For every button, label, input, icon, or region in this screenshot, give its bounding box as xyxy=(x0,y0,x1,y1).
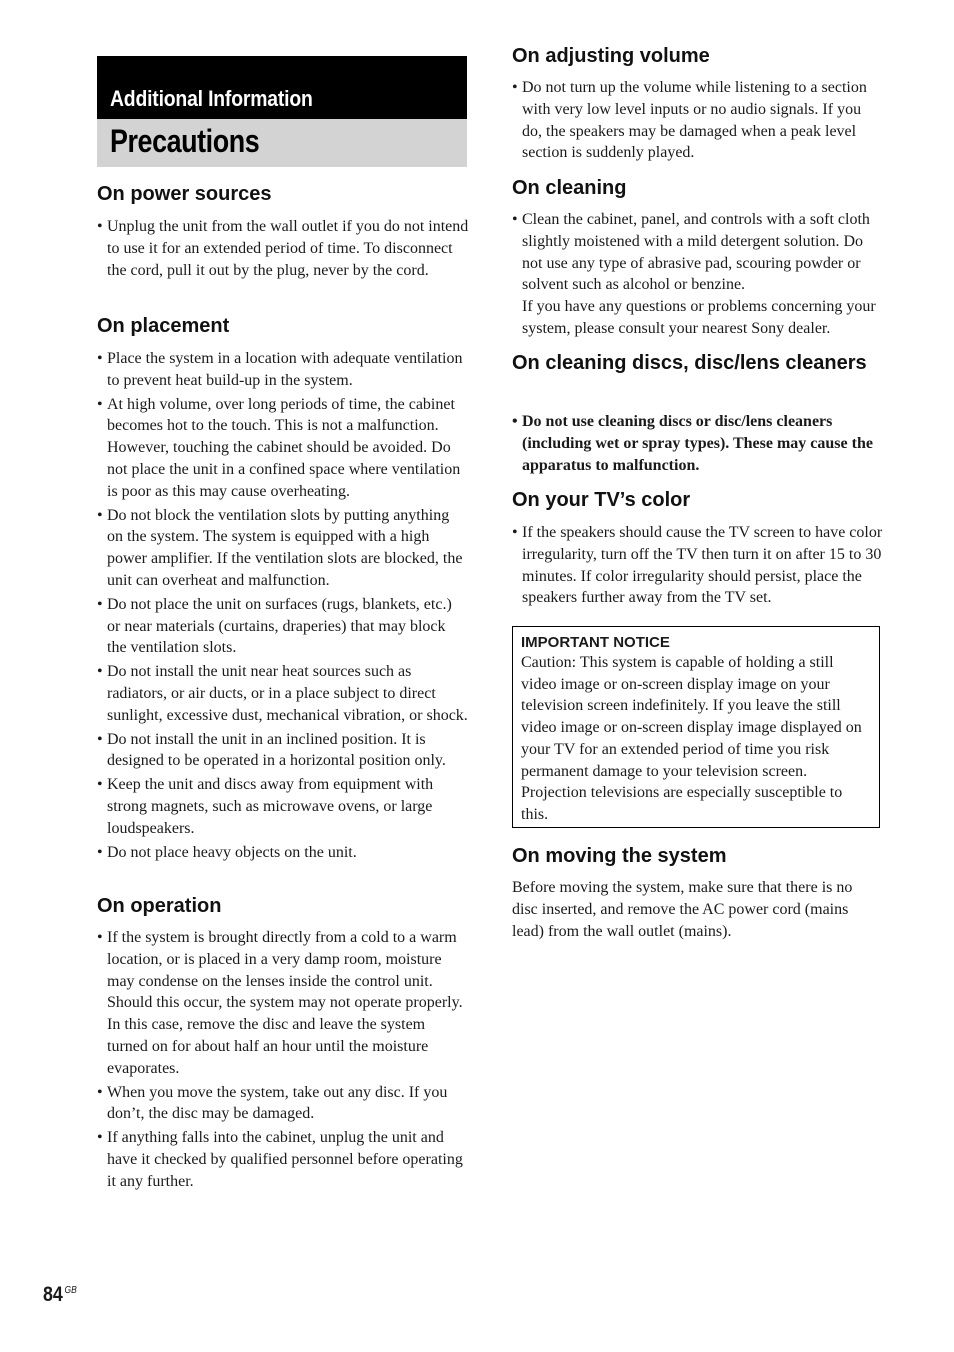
heading-cleaning: On cleaning xyxy=(512,177,627,199)
list-item: • Do not turn up the volume while listening to a section with very low level inputs or no audio signals. If you do, the speakers may be damaged when a peak level section is suddenly played. xyxy=(512,77,884,164)
section-operation xyxy=(97,927,469,1195)
cleaning-extra-text: If you have any questions or problems concerning your system, please consult your nearest Sony dealer. xyxy=(522,298,876,337)
heading-tv-color: On your TV’s color xyxy=(512,489,691,511)
section-volume xyxy=(512,77,884,166)
list-item: • If the speakers should cause the TV screen to have color irregularity, turn off the TV then turn it on after 15 to 30 minutes. If color irregularity should persist, place the speakers further away from the TV set. xyxy=(512,522,884,609)
cleaning-text: Clean the cabinet, panel, and controls with a soft cloth slightly moistened with a mild detergent solution. Do not use any type of abrasive pad, scouring powder or solvent such as alcohol or benzine. xyxy=(522,211,870,294)
important-notice-box xyxy=(512,626,880,828)
list-item xyxy=(512,209,886,340)
list-item: • At high volume, over long periods of time, the cabinet becomes hot to the touch. This is not a malfunction. However, touching the cabinet should be avoided. Do not place the unit in a confined space where ventilation is poor as this may cause overheating. xyxy=(97,394,469,503)
page-number-value: 84 xyxy=(43,1283,63,1306)
heading-volume: On adjusting volume xyxy=(512,45,710,67)
list-placement xyxy=(97,348,469,863)
list-item: • Keep the unit and discs away from equipment with strong magnets, such as microwave ovens, or large loudspeakers. xyxy=(97,774,469,839)
list-cleaning xyxy=(512,209,886,340)
section-moving-system xyxy=(512,877,882,942)
page-title: Precautions xyxy=(110,123,260,159)
section-placement xyxy=(97,348,469,865)
list-tv-color xyxy=(512,522,884,609)
list-item: • Place the system in a location with adequate ventilation to prevent heat build-up in the system. xyxy=(97,348,469,392)
notice-title: IMPORTANT NOTICE xyxy=(521,634,670,651)
list-item: • When you move the system, take out any disc. If you don’t, the disc may be damaged. xyxy=(97,1082,469,1126)
page-title-band xyxy=(97,119,467,167)
list-item: • Unplug the unit from the wall outlet if you do not intend to use it for an extended period of time. To disconnect the cord, pull it out by the plug, never by the cord. xyxy=(97,216,469,281)
chapter-header xyxy=(97,56,467,119)
heading-cleaning-discs: On cleaning discs, disc/lens cleaners xyxy=(512,352,867,374)
list-item: • If the system is brought directly from a cold to a warm location, or is placed in a very damp room, moisture may condense on the lenses inside the control unit. Should this occur, the system may not operate properly. In this case, remove the disc and leave the system turned on for about half an hour until the moisture evaporates. xyxy=(97,927,469,1080)
list-item: • Do not block the ventilation slots by putting anything on the system. The system is equipped with a high power amplifier. If the ventilation slots are blocked, the unit can overheat and malfunction. xyxy=(97,505,469,592)
list-power-sources xyxy=(97,216,469,281)
list-item: • If anything falls into the cabinet, unplug the unit and have it checked by qualified personnel before operating it any further. xyxy=(97,1127,469,1192)
list-operation xyxy=(97,927,469,1193)
section-cleaning xyxy=(512,209,886,342)
heading-placement: On placement xyxy=(97,315,230,337)
list-item: • Do not install the unit in an inclined position. It is designed to be operated in a horizontal position only. xyxy=(97,729,469,773)
list-item: • Do not place the unit on surfaces (rugs, blankets, etc.) or near materials (curtains, draperies) that may block the ventilation slots. xyxy=(97,594,469,659)
page-number-suffix: GB xyxy=(64,1285,77,1296)
heading-operation: On operation xyxy=(97,895,222,917)
heading-power-sources: On power sources xyxy=(97,183,272,205)
chapter-title: Additional Information xyxy=(110,86,313,111)
list-item: • Do not place heavy objects on the unit. xyxy=(97,842,469,864)
heading-moving-system: On moving the system xyxy=(512,845,727,867)
list-item: • Do not use cleaning discs or disc/lens cleaners (including wet or spray types). These may cause the apparatus to malfunction. xyxy=(512,411,884,476)
list-item: • Do not install the unit near heat sources such as radiators, or air ducts, or in a place subject to direct sunlight, excessive dust, mechanical vibration, or shock. xyxy=(97,661,469,726)
list-volume xyxy=(512,77,884,164)
section-tv-color xyxy=(512,522,884,611)
page-number xyxy=(43,1283,77,1307)
section-cleaning-discs xyxy=(512,411,884,478)
notice-body: Caution: This system is capable of holding a still video image or on-screen display image on your television screen indefinitely. If you leave the still video image or on-screen display image displayed on your TV for an extended period of time you risk permanent damage to your television screen. Projection televisions are especially susceptible to this. xyxy=(521,654,862,823)
section-power-sources xyxy=(97,216,469,283)
list-cleaning-discs xyxy=(512,411,884,476)
moving-body: Before moving the system, make sure that there is no disc inserted, and remove the AC power cord (mains lead) from the wall outlet (mains). xyxy=(512,879,853,940)
